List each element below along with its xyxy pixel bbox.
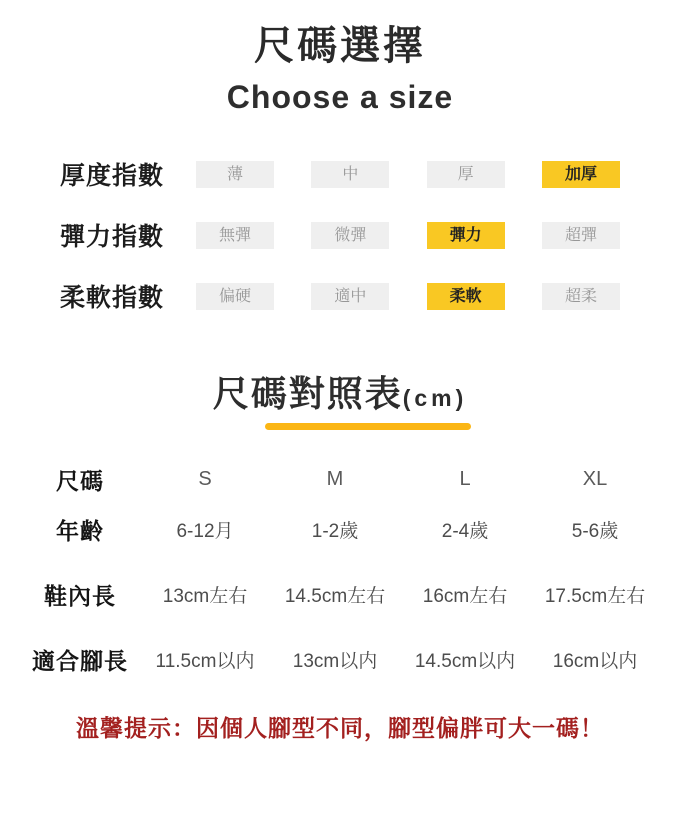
table-row-age — [20, 504, 660, 554]
inner-length-cell: 14.5cm左右 — [284, 585, 386, 607]
title-underline-bar — [265, 423, 472, 430]
foot-length-cell: 13cm以内 — [292, 650, 378, 672]
spec-row-thickness — [60, 160, 620, 188]
table-row-size — [20, 454, 660, 504]
page-subtitle: Choose a size — [226, 79, 454, 115]
page-title: 尺碼選擇 — [254, 24, 426, 68]
spec-row-elasticity — [60, 221, 620, 249]
spec-row-label: 柔軟指數 — [60, 284, 165, 312]
spec-options — [196, 222, 620, 249]
option-chip-firm: 偏硬 — [196, 283, 274, 310]
warning-note: 溫馨提示：因個人腳型不同，腳型偏胖可大一碼！ — [76, 715, 604, 741]
option-chip-super-stretch: 超彈 — [542, 222, 620, 249]
spec-row-label: 彈力指數 — [60, 223, 165, 251]
spec-row-softness — [60, 282, 620, 310]
option-chip-medium: 中 — [311, 161, 389, 188]
spec-options — [196, 283, 620, 310]
size-table-title-text: 尺碼對照表 — [212, 373, 403, 414]
foot-length-cell: 16cm以内 — [552, 650, 638, 672]
table-row-inner-length — [20, 569, 660, 619]
size-table-header — [0, 366, 680, 417]
row-label: 鞋內長 — [44, 582, 116, 609]
size-comparison-table — [0, 454, 680, 684]
age-cell: 5-6歲 — [571, 520, 619, 542]
inner-length-cell: 13cm左右 — [162, 585, 248, 607]
row-label: 適合腳長 — [32, 647, 128, 674]
option-chip-extra-thick: 加厚 — [542, 161, 620, 188]
row-label: 尺碼 — [56, 467, 104, 494]
option-chip-thin: 薄 — [196, 161, 274, 188]
age-cell: 6-12月 — [176, 520, 234, 542]
foot-length-cell: 14.5cm以内 — [414, 650, 516, 672]
option-chip-stretch: 彈力 — [427, 222, 505, 249]
option-chip-slight-stretch: 微彈 — [311, 222, 389, 249]
age-cell: 2-4歲 — [441, 520, 489, 542]
table-row-foot-length — [20, 634, 660, 684]
size-cell-m: M — [326, 467, 344, 490]
option-chip-soft: 柔軟 — [427, 283, 505, 310]
size-table-title-unit: (cm) — [402, 385, 468, 411]
size-cell-l: L — [459, 467, 471, 490]
spec-row-label: 厚度指數 — [60, 162, 165, 190]
size-cell-s: S — [198, 467, 212, 490]
option-chip-moderate: 適中 — [311, 283, 389, 310]
option-chip-super-soft: 超柔 — [542, 283, 620, 310]
inner-length-cell: 17.5cm左右 — [544, 585, 646, 607]
option-chip-no-stretch: 無彈 — [196, 222, 274, 249]
size-table-title — [213, 366, 468, 417]
option-chip-thick: 厚 — [427, 161, 505, 188]
spec-section — [0, 160, 680, 310]
row-label: 年齡 — [56, 517, 104, 544]
size-cell-xl: XL — [582, 467, 608, 490]
inner-length-cell: 16cm左右 — [422, 585, 508, 607]
spec-options — [196, 161, 620, 188]
foot-length-cell: 11.5cm以内 — [155, 650, 255, 672]
age-cell: 1-2歲 — [311, 520, 359, 542]
